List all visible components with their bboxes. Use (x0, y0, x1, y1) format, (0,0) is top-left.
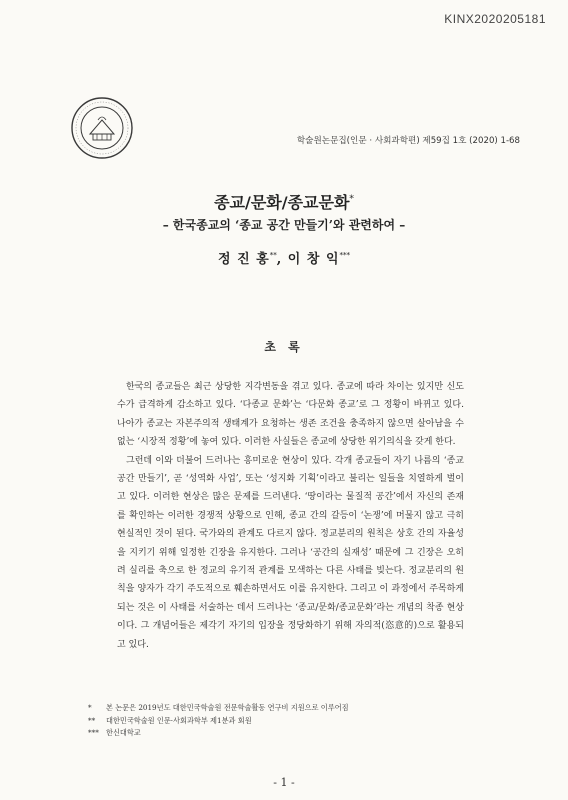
title-footnote-mark: * (349, 194, 354, 205)
paper-title (0, 190, 568, 213)
abstract-paragraph: 그런데 이와 더불어 드러나는 흥미로운 현상이 있다. 각개 종교들이 자기 나름의 ‘종교 공간 만들기’, 곧 ‘성역화 사업’, 또는 ‘성지화 기획’이라고 불리는 일들을 치열하게 벌이고 있다. 이러한 현상은 많은 문제를 드러낸다. ‘땅이라는 물질적 공간’에서 자신의 존재를 확인하는 이러한 경쟁적 상황으로 인해, 종교 간의 갈등이 ‘논쟁’에 머물지 않고 극히 현실적인 것이 된다. 국가와의 관계도 다르지 않다. 정교분리의 원칙은 상호 간의 자율성을 지키기 위해 일정한 긴장을 유지한다. 그러나 ‘공간의 실재성’ 때문에 그 긴장은 오히려 실리를 축으로 한 정교의 유기적 관계를 모색하는 다른 사태를 빚는다. 정교분리의 원칙을 양자가 각기 주도적으로 훼손하면서도 이를 유지한다. 그리고 이 과정에서 주목하게 되는 것은 이 사태를 서술하는 데서 드러나는 ‘종교/문화/종교문화’라는 개념의 착종 현상이다. 그 개념어들은 제각기 자기의 입장을 정당화하기 위해 자의적(恣意的)으로 활용되고 있다. (117, 455, 464, 650)
abstract-heading: 초 록 (264, 340, 304, 354)
abstract-body (117, 378, 464, 654)
author-line (0, 248, 568, 267)
author-1: 정 진 홍 (217, 252, 270, 267)
abstract-paragraph: 한국의 종교들은 최근 상당한 지각변동을 겪고 있다. 종교에 따라 차이는 있지만 신도 수가 급격하게 감소하고 있다. ‘다종교 문화’는 ‘다문화 종교’로 그 정황이 바뀌고 있다. 나아가 종교는 자본주의적 생태계가 요청하는 생존 조건을 충족하지 않으면 살아남을 수 없는 ‘시장적 정황’에 놓여 있다. 이러한 사실들은 종교에 상당한 위기의식을 갖게 한다. (117, 382, 464, 448)
document-id: KINX2020205181 (444, 12, 546, 26)
page-number: - 1 - (273, 776, 295, 789)
footnote-mark: ** (88, 715, 96, 725)
footnote (88, 727, 488, 740)
academy-seal-emblem (70, 96, 134, 160)
footnote-mark: *** (88, 728, 99, 737)
footnote (88, 702, 488, 715)
footnotes (88, 702, 488, 740)
footnote-text: 한신대학교 (106, 728, 141, 737)
author-2-mark: *** (339, 251, 351, 260)
journal-citation: 학술원논문집(인문 · 사회과학편) 제59집 1호 (2020) 1-68 (296, 136, 520, 146)
footnote-text: 본 논문은 2019년도 대한민국학술원 전문학술활동 연구비 지원으로 이루어짐 (106, 703, 349, 712)
footnote-text: 대한민국학술원 인문·사회과학부 제1분과 회원 (106, 715, 252, 725)
author-1-mark: ** (269, 251, 277, 260)
paper-subtitle: – 한국종교의 ‘종교 공간 만들기’와 관련하여 – (162, 218, 406, 232)
footnote-mark: * (88, 703, 92, 712)
author-2: 이 창 익 (287, 252, 340, 267)
title-text: 종교/문화/종교문화 (214, 193, 350, 212)
footnote (88, 715, 488, 728)
author-separator: , (276, 252, 288, 267)
